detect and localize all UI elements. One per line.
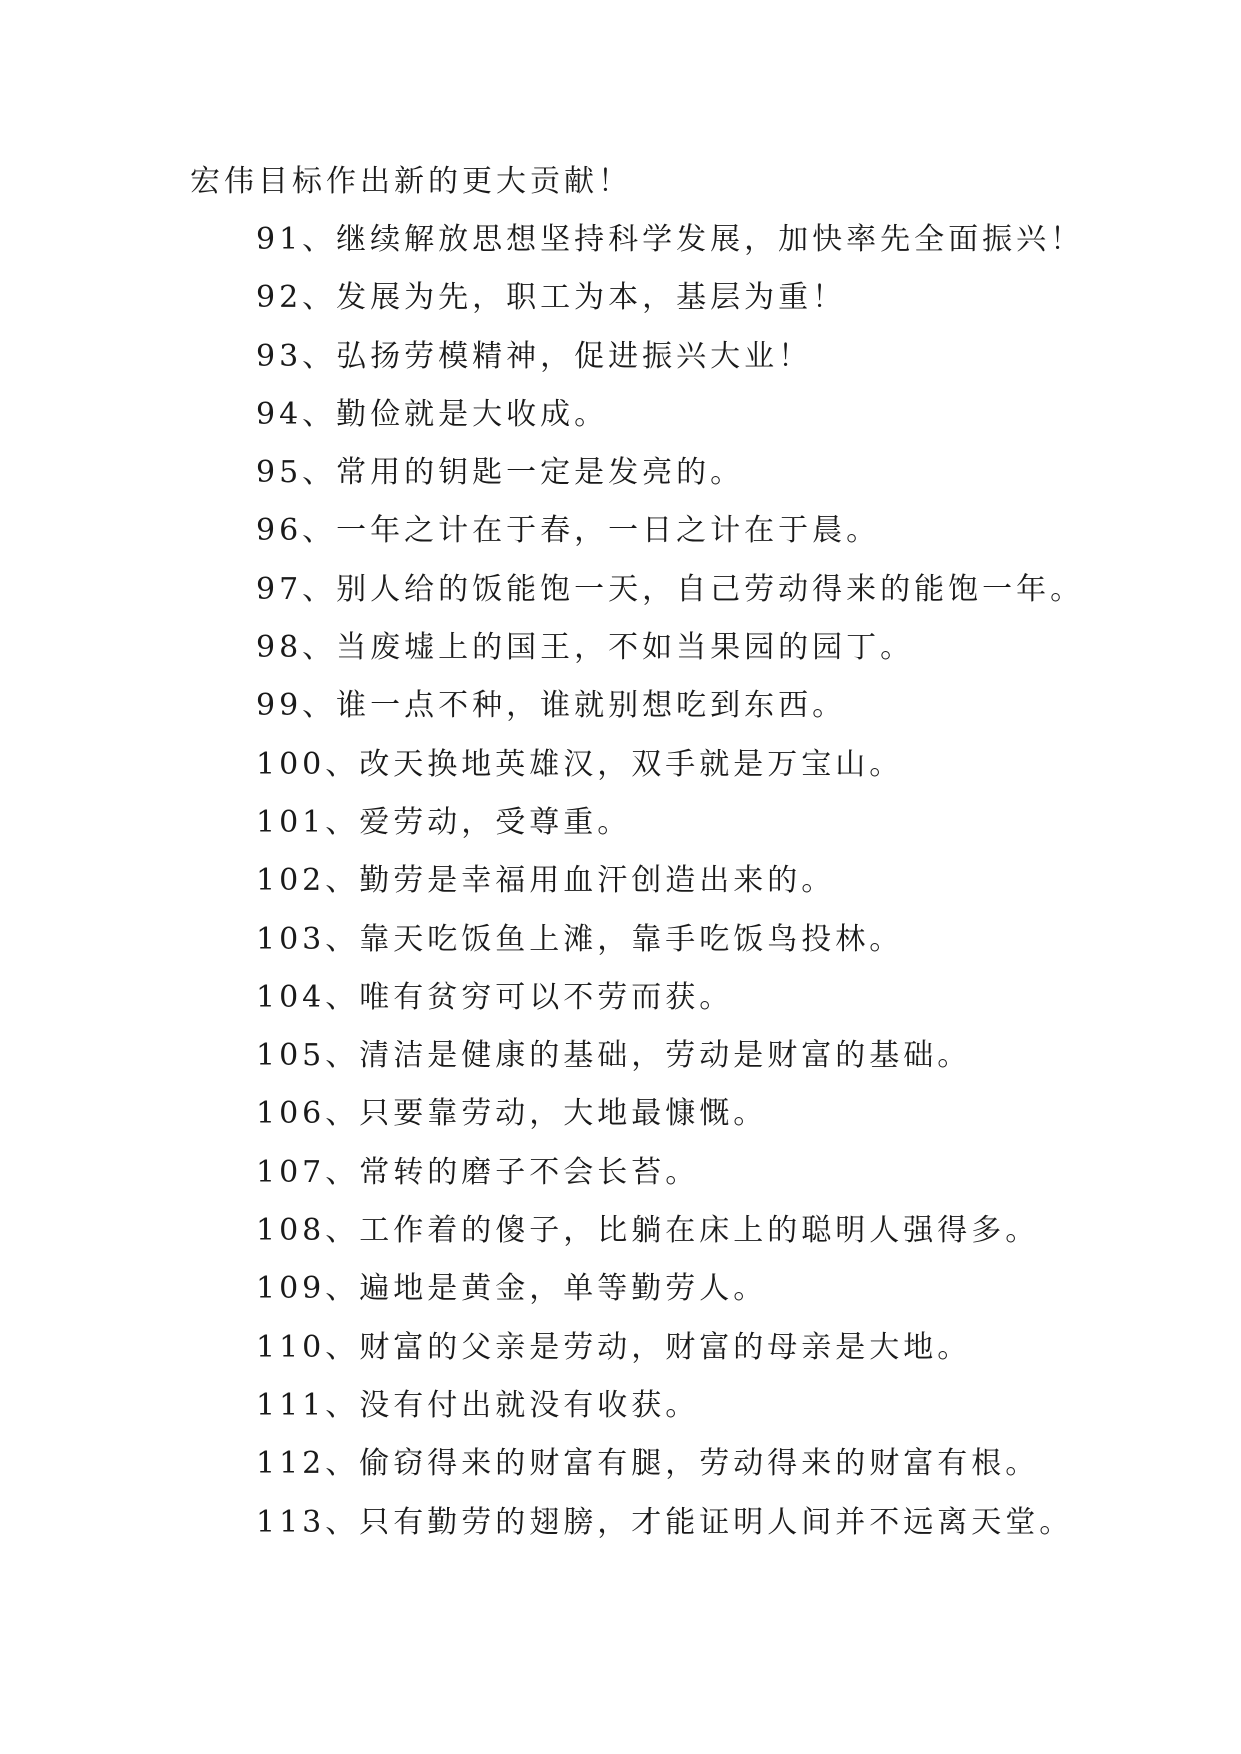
list-item: 91、继续解放思想坚持科学发展，加快率先全面振兴！ bbox=[256, 222, 1085, 257]
list-item: 103、靠天吃饭鱼上滩，靠手吃饭鸟投林。 bbox=[256, 921, 904, 957]
list-item: 104、唯有贫穷可以不劳而获。 bbox=[256, 979, 734, 1015]
slogan-list bbox=[256, 220, 1084, 1561]
list-item: 97、别人给的饭能饱一天，自己劳动得来的能饱一年。 bbox=[256, 571, 1085, 607]
list-item: 94、勤俭就是大收成。 bbox=[256, 396, 609, 432]
lead-line: 宏伟目标作出新的更大贡献！ bbox=[190, 164, 632, 199]
list-item: 102、勤劳是幸福用血汗创造出来的。 bbox=[256, 863, 836, 899]
list-item: 106、只要靠劳动，大地最慷慨。 bbox=[256, 1096, 768, 1132]
list-item: 98、当废墟上的国王，不如当果园的园丁。 bbox=[256, 630, 915, 666]
list-item: 93、弘扬劳模精神，促进振兴大业！ bbox=[256, 338, 813, 374]
list-item: 109、遍地是黄金，单等勤劳人。 bbox=[256, 1271, 768, 1307]
list-item: 112、偷窃得来的财富有腿，劳动得来的财富有根。 bbox=[256, 1446, 1040, 1482]
list-item: 110、财富的父亲是劳动，财富的母亲是大地。 bbox=[256, 1329, 972, 1365]
list-item: 107、常转的磨子不会长苔。 bbox=[256, 1154, 700, 1190]
list-item: 100、改天换地英雄汉，双手就是万宝山。 bbox=[256, 746, 904, 782]
list-item: 96、一年之计在于春，一日之计在于晨。 bbox=[256, 513, 881, 549]
list-item: 101、爱劳动，受尊重。 bbox=[256, 804, 632, 840]
list-item: 99、谁一点不种，谁就别想吃到东西。 bbox=[256, 688, 847, 724]
list-item: 95、常用的钥匙一定是发亮的。 bbox=[256, 455, 745, 491]
list-item: 108、工作着的傻子，比躺在床上的聪明人强得多。 bbox=[256, 1213, 1040, 1249]
list-item: 105、清洁是健康的基础，劳动是财富的基础。 bbox=[256, 1038, 972, 1074]
list-item: 92、发展为先，职工为本，基层为重！ bbox=[256, 280, 847, 316]
list-item: 111、没有付出就没有收获。 bbox=[256, 1387, 700, 1423]
list-item: 113、只有勤劳的翅膀，才能证明人间并不远离天堂。 bbox=[256, 1504, 1074, 1540]
